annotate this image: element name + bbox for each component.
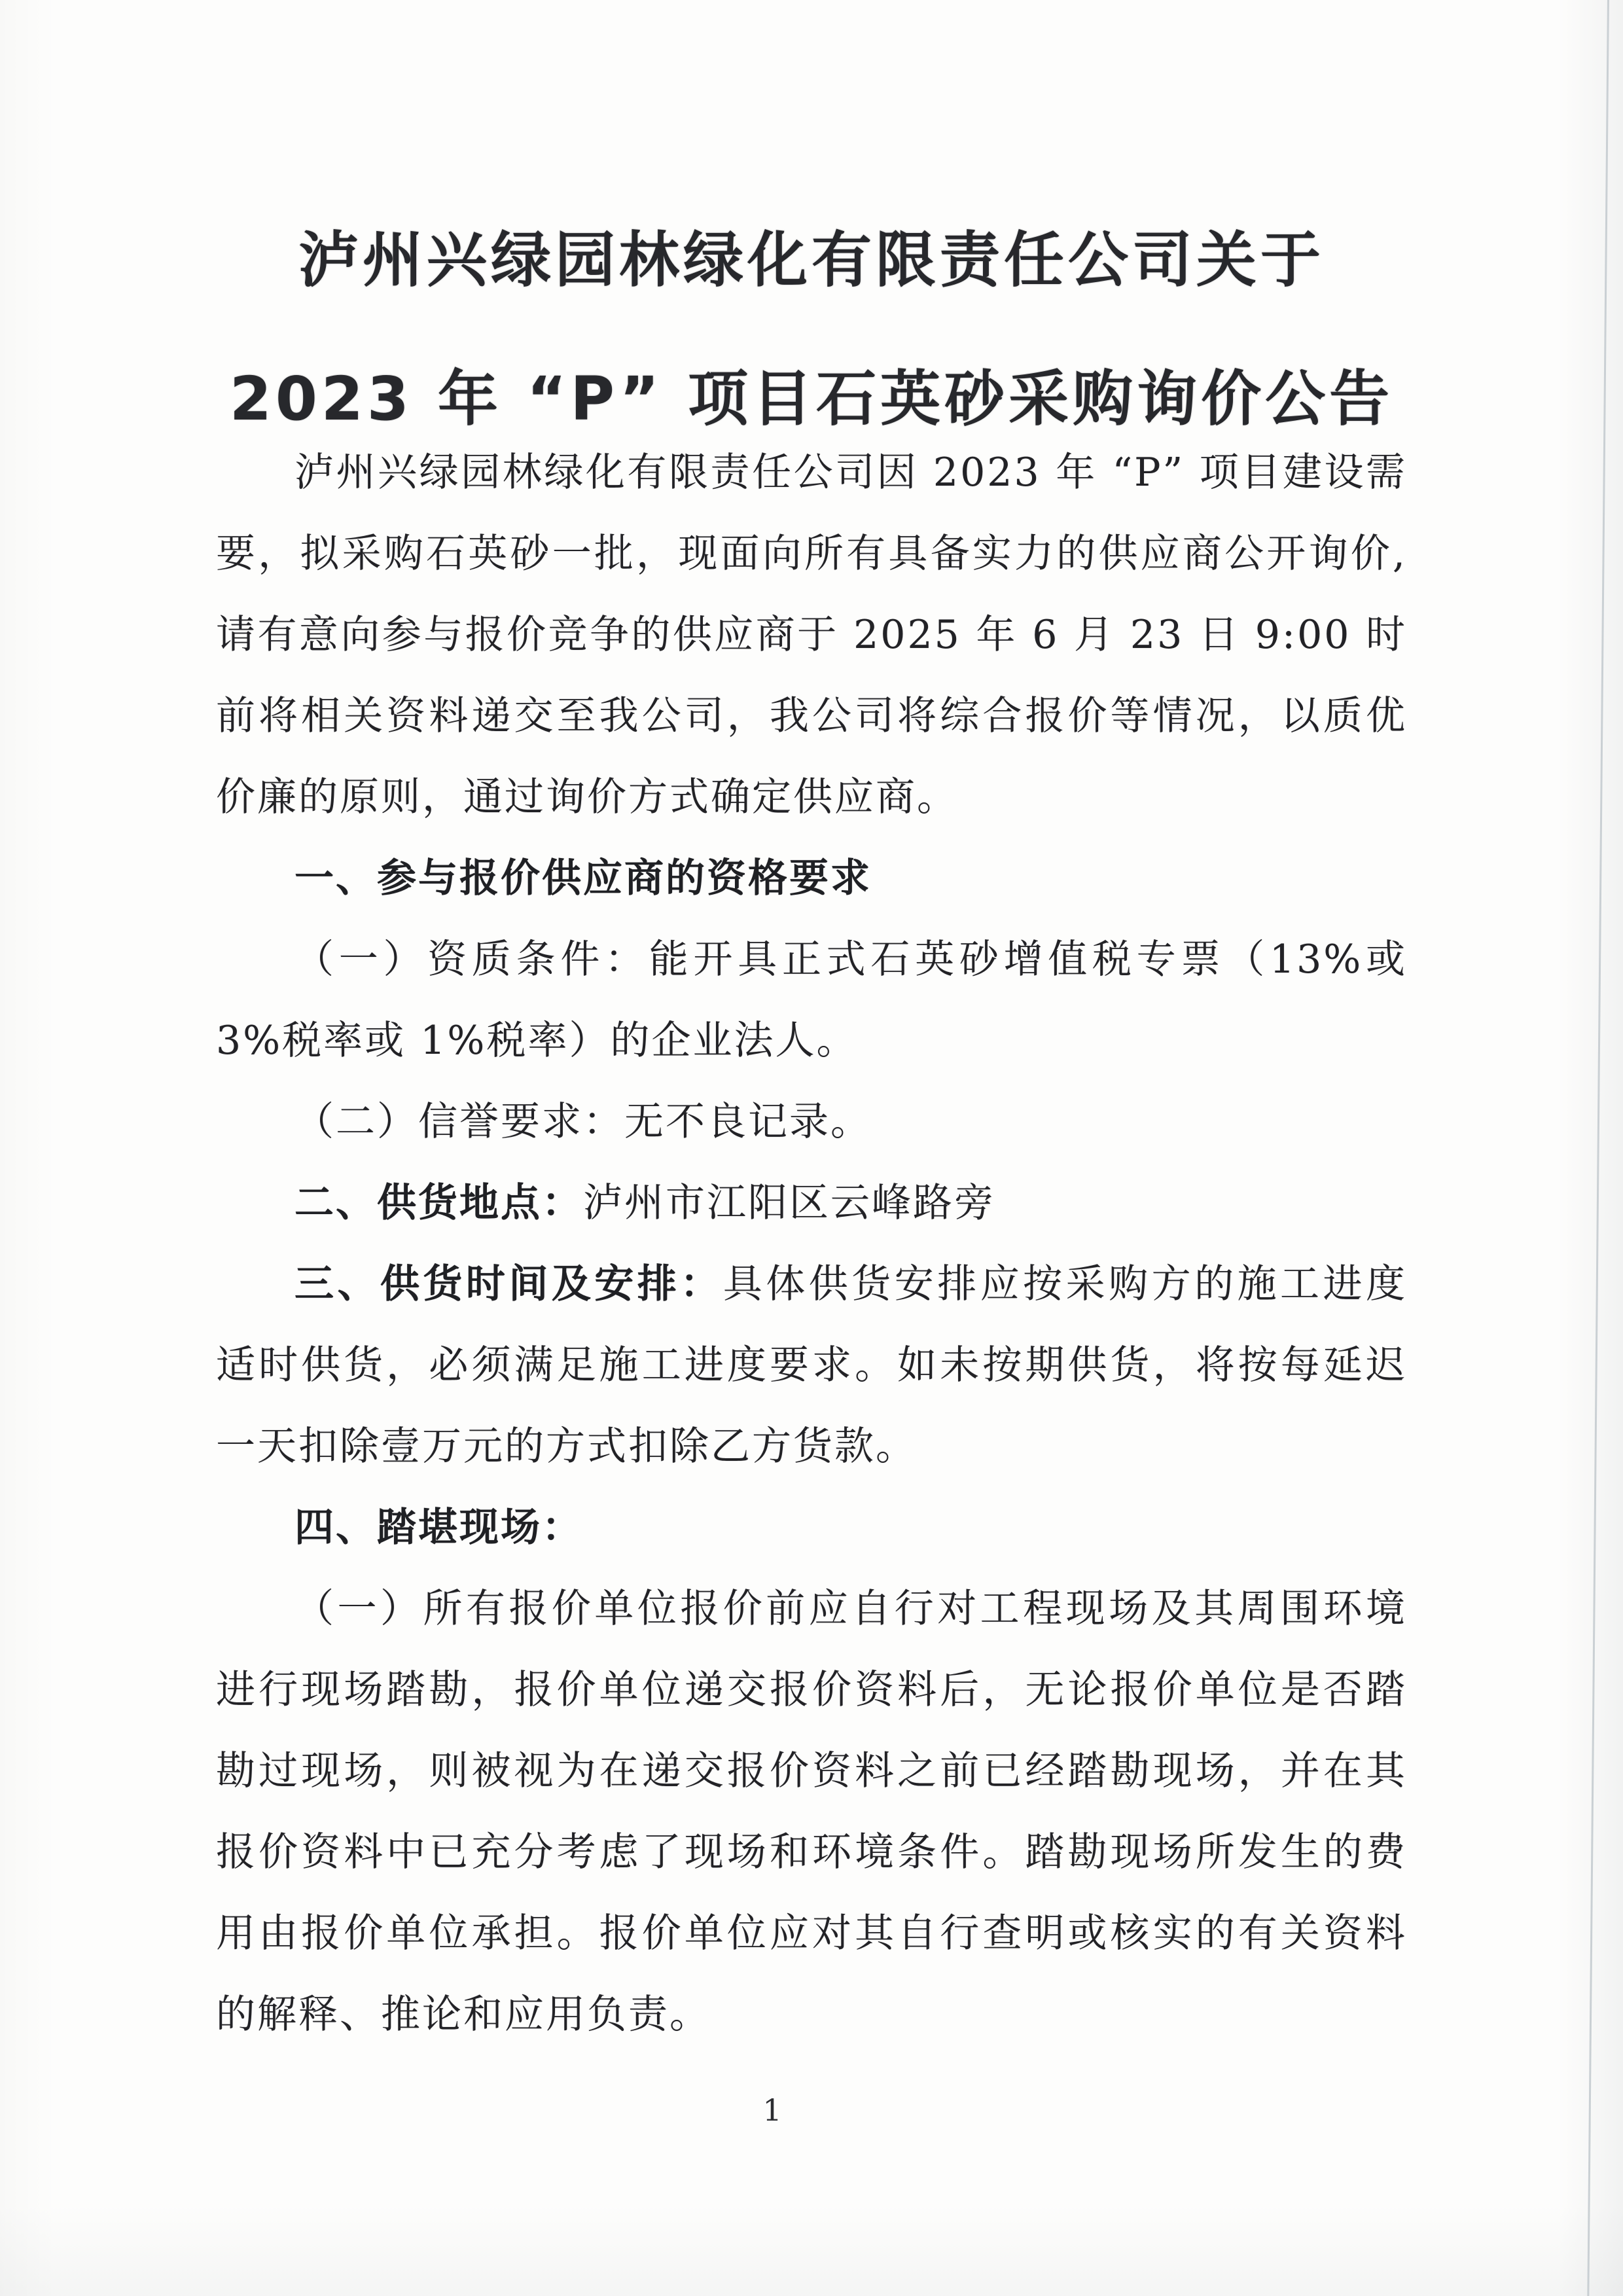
paragraph-qualification-text: （一）资质条件：能开具正式石英砂增值税专票（13%或 3%税率或 1%税率）的企业法人。 — [216, 937, 1407, 1064]
section-heading-3-bold: 三、供货时间及安排： — [294, 1261, 723, 1307]
section-heading-3-schedule — [216, 1244, 1407, 1487]
section-heading-3-text: 具体供货安排应按采购方的施工进度适时供货，必须满足施工进度要求。如未按期供货，将按每延迟一天扣除壹万元的方式扣除乙方货款。 — [216, 1261, 1408, 1469]
document-title — [98, 191, 1525, 469]
document-body — [216, 432, 1407, 2055]
paragraph-intro — [216, 432, 1407, 838]
paragraph-reputation-text: （二）信誉要求：无不良记录。 — [294, 1099, 872, 1145]
section-heading-1 — [216, 838, 1407, 919]
paragraph-site-survey — [216, 1568, 1407, 2055]
page-number: 1 — [762, 2092, 782, 2128]
section-heading-1-bold: 一、参与报价供应商的资格要求 — [294, 855, 872, 901]
paragraph-reputation — [216, 1081, 1407, 1162]
paragraph-intro-text: 泸州兴绿园林绿化有限责任公司因 2023 年 “P” 项目建设需要，拟采购石英砂一批，现面向所有具备实力的供应商公开询价,请有意向参与报价竞争的供应商于 2025 年 6 月 23 日 9:00 时前将相关资料递交至我公司，我公司将综合报价等情况，以质优价廉的原则，通过询价方式确定供应商。 — [216, 450, 1407, 820]
section-heading-4-site — [216, 1487, 1407, 1568]
paragraph-qualification — [216, 919, 1407, 1081]
section-heading-2-bold: 二、供货地点： — [294, 1180, 583, 1226]
section-heading-2-text: 泸州市江阳区云峰路旁 — [583, 1180, 995, 1226]
title-line-1: 泸州兴绿园林绿化有限责任公司关于 — [298, 225, 1325, 295]
scan-artifact-line — [1587, 0, 1609, 2296]
section-heading-2-location — [216, 1162, 1407, 1244]
title-line-2: 2023 年 “P” 项目石英砂采购询价公告 — [229, 364, 1394, 434]
section-heading-4-bold: 四、踏堪现场： — [294, 1505, 583, 1551]
paragraph-site-survey-text: （一）所有报价单位报价前应自行对工程现场及其周围环境进行现场踏勘，报价单位递交报价资料后，无论报价单位是否踏勘过现场，则被视为在递交报价资料之前已经踏勘现场，并在其报价资料中已充分考虑了现场和环境条件。踏勘现场所发生的费用由报价单位承担。报价单位应对其自行查明或核实的有关资料的解释、推论和应用负责。 — [216, 1586, 1407, 2037]
